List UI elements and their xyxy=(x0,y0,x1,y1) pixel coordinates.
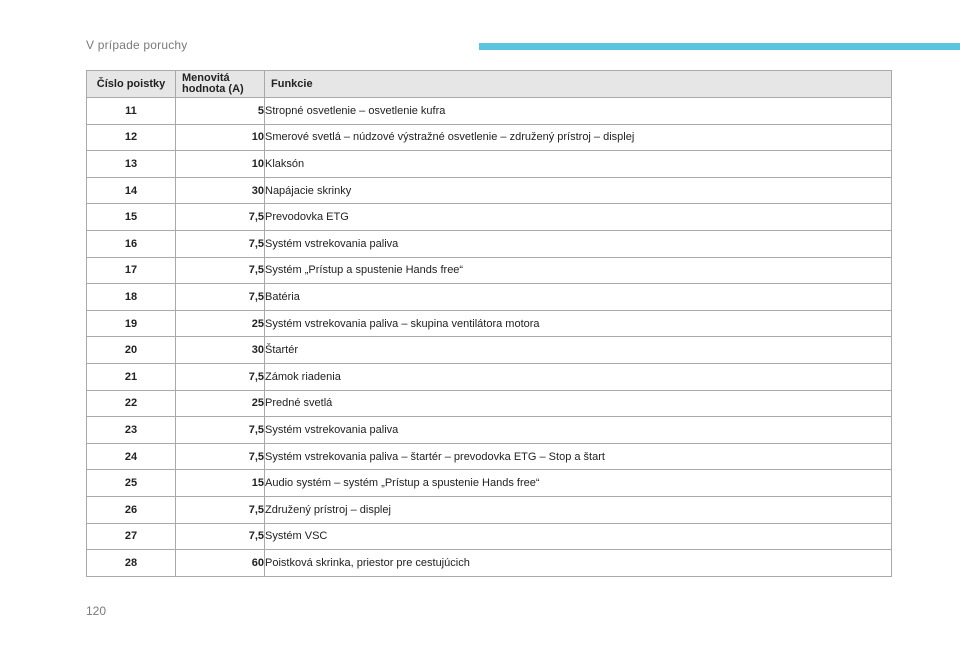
fuse-rating-cell: 30 xyxy=(176,337,265,364)
fuse-rating-cell: 25 xyxy=(176,310,265,337)
section-title: V prípade poruchy xyxy=(86,38,188,52)
fuse-rating-cell: 7,5 xyxy=(176,523,265,550)
fuse-function-cell: Predné svetlá xyxy=(265,390,892,417)
table-row xyxy=(87,550,892,577)
fuse-function-cell: Systém vstrekovania paliva xyxy=(265,417,892,444)
fuse-number-cell: 11 xyxy=(87,98,176,125)
fuse-rating-cell: 7,5 xyxy=(176,496,265,523)
fuse-rating-cell: 10 xyxy=(176,124,265,151)
table-header-row xyxy=(87,71,892,98)
fuse-number-cell: 26 xyxy=(87,496,176,523)
table-row xyxy=(87,417,892,444)
fuse-rating-cell: 7,5 xyxy=(176,363,265,390)
fuse-number-cell: 27 xyxy=(87,523,176,550)
fuse-function-cell: Audio systém – systém „Prístup a spustenie Hands free“ xyxy=(265,470,892,497)
fuse-number-cell: 28 xyxy=(87,550,176,577)
fuse-function-cell: Napájacie skrinky xyxy=(265,177,892,204)
table-row xyxy=(87,443,892,470)
column-header-rating xyxy=(176,71,265,98)
table-row xyxy=(87,363,892,390)
fuse-number-cell: 25 xyxy=(87,470,176,497)
fuse-number-cell: 19 xyxy=(87,310,176,337)
fuse-number-cell: 12 xyxy=(87,124,176,151)
fuse-function-cell: Štartér xyxy=(265,337,892,364)
fuse-function-cell: Systém vstrekovania paliva xyxy=(265,230,892,257)
fuse-rating-cell: 5 xyxy=(176,98,265,125)
fuse-number-cell: 14 xyxy=(87,177,176,204)
fuse-rating-cell: 7,5 xyxy=(176,284,265,311)
fuse-function-cell: Prevodovka ETG xyxy=(265,204,892,231)
fuse-function-cell: Systém VSC xyxy=(265,523,892,550)
table-row xyxy=(87,204,892,231)
fuse-function-cell: Batéria xyxy=(265,284,892,311)
header-accent-bar xyxy=(479,43,960,50)
fuse-function-cell: Združený prístroj – displej xyxy=(265,496,892,523)
fuse-number-cell: 23 xyxy=(87,417,176,444)
fuse-function-cell: Klaksón xyxy=(265,151,892,178)
column-header-rating-line2: hodnota (A) xyxy=(182,83,244,95)
table-row xyxy=(87,151,892,178)
column-header-function: Funkcie xyxy=(265,71,892,98)
table-row xyxy=(87,390,892,417)
fuse-rating-cell: 7,5 xyxy=(176,230,265,257)
fuse-function-cell: Poistková skrinka, priestor pre cestujúcich xyxy=(265,550,892,577)
table-row xyxy=(87,310,892,337)
fuse-rating-cell: 15 xyxy=(176,470,265,497)
fuse-function-cell: Systém vstrekovania paliva – štartér – prevodovka ETG – Stop a štart xyxy=(265,443,892,470)
fuse-rating-cell: 7,5 xyxy=(176,257,265,284)
fuse-rating-cell: 25 xyxy=(176,390,265,417)
table-row xyxy=(87,257,892,284)
fuse-rating-cell: 60 xyxy=(176,550,265,577)
fuse-number-cell: 15 xyxy=(87,204,176,231)
fuse-rating-cell: 7,5 xyxy=(176,443,265,470)
fuse-number-cell: 16 xyxy=(87,230,176,257)
table-row xyxy=(87,284,892,311)
fuse-number-cell: 20 xyxy=(87,337,176,364)
fuse-number-cell: 24 xyxy=(87,443,176,470)
table-row xyxy=(87,523,892,550)
fuse-function-cell: Systém vstrekovania paliva – skupina ventilátora motora xyxy=(265,310,892,337)
fuse-function-cell: Systém „Prístup a spustenie Hands free“ xyxy=(265,257,892,284)
fuse-function-cell: Zámok riadenia xyxy=(265,363,892,390)
table-row xyxy=(87,98,892,125)
column-header-rating-line1: Menovitá xyxy=(182,72,230,84)
fuse-number-cell: 18 xyxy=(87,284,176,311)
table-row xyxy=(87,124,892,151)
table-row xyxy=(87,177,892,204)
fuse-rating-cell: 7,5 xyxy=(176,417,265,444)
fuse-table xyxy=(86,70,892,577)
fuse-function-cell: Stropné osvetlenie – osvetlenie kufra xyxy=(265,98,892,125)
fuse-number-cell: 17 xyxy=(87,257,176,284)
column-header-number: Číslo poistky xyxy=(87,71,176,98)
fuse-number-cell: 22 xyxy=(87,390,176,417)
table-row xyxy=(87,496,892,523)
fuse-rating-cell: 7,5 xyxy=(176,204,265,231)
fuse-rating-cell: 10 xyxy=(176,151,265,178)
fuse-function-cell: Smerové svetlá – núdzové výstražné osvetlenie – združený prístroj – displej xyxy=(265,124,892,151)
fuse-number-cell: 21 xyxy=(87,363,176,390)
page-number: 120 xyxy=(86,604,107,618)
fuse-number-cell: 13 xyxy=(87,151,176,178)
table-row xyxy=(87,337,892,364)
table-row xyxy=(87,470,892,497)
table-row xyxy=(87,230,892,257)
fuse-rating-cell: 30 xyxy=(176,177,265,204)
